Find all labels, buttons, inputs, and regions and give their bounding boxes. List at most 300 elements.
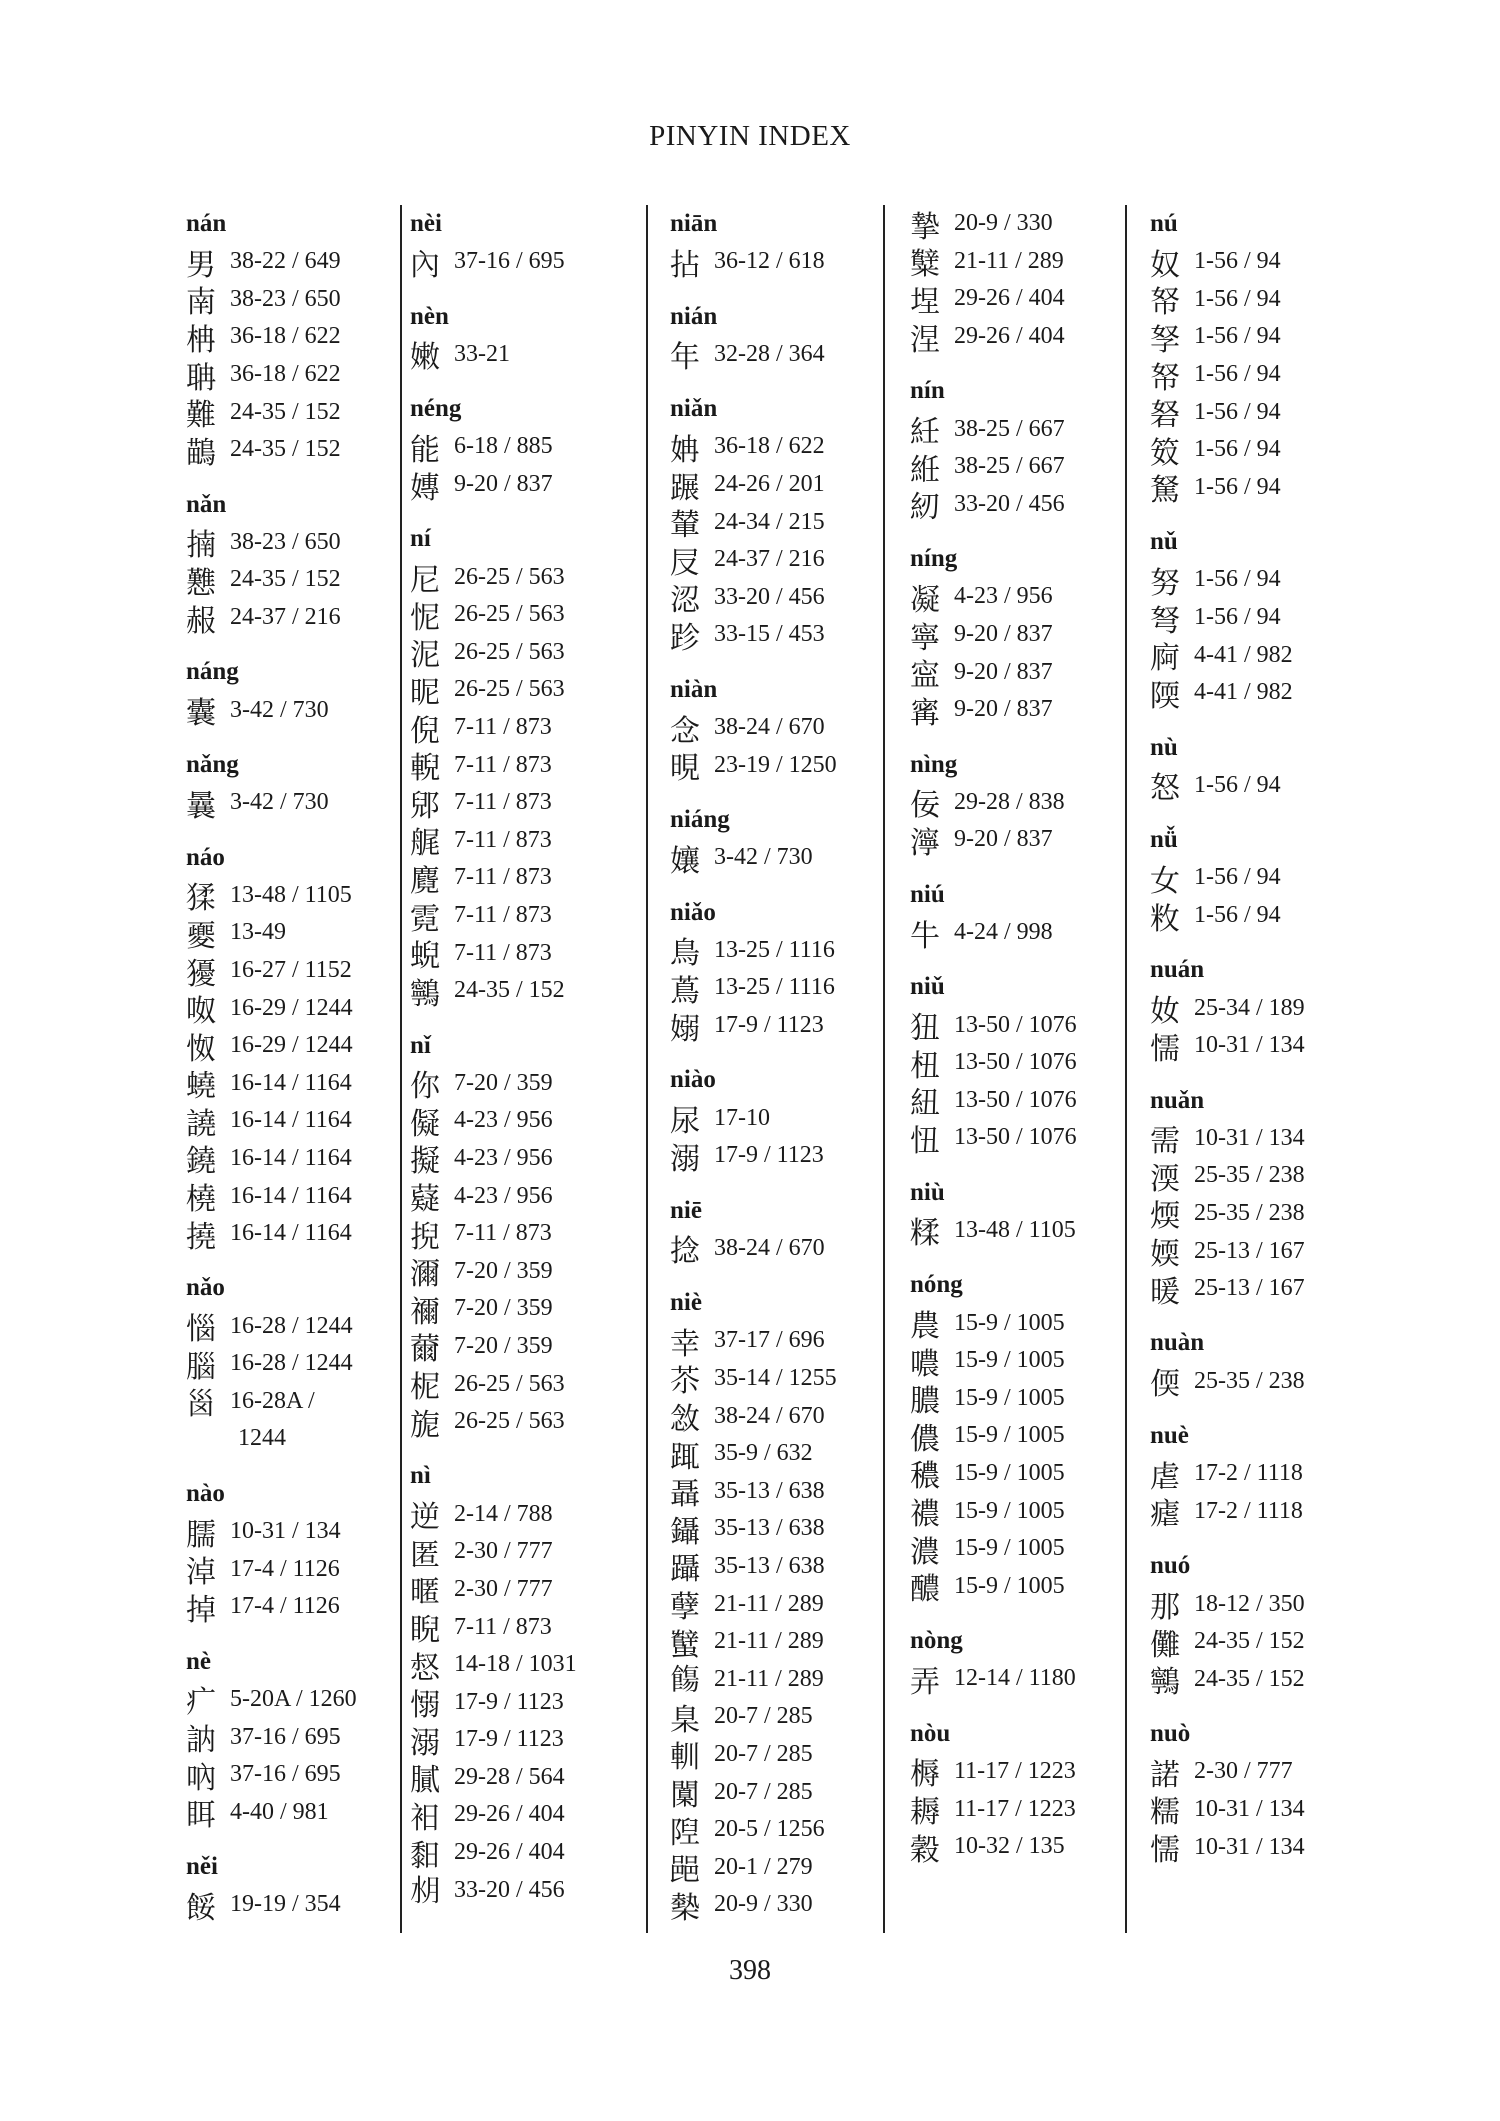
index-entry <box>410 1328 640 1366</box>
index-entry <box>410 634 640 672</box>
pinyin-heading: nèn <box>410 302 449 330</box>
index-entry <box>410 972 640 1010</box>
entry-character: 孽 <box>670 1590 700 1626</box>
entry-character: 糅 <box>910 1216 940 1252</box>
entry-character: 𡿺 <box>186 1387 216 1423</box>
entry-reference: 15-9 / 1005 <box>954 1309 1065 1336</box>
entry-reference: 21-11 / 289 <box>954 247 1064 274</box>
index-entry <box>1150 318 1350 356</box>
entry-character: 儺 <box>1150 1627 1180 1663</box>
pinyin-heading: nǐ <box>410 1031 431 1059</box>
entry-character: 杻 <box>910 1048 940 1084</box>
entry-character: 女 <box>1150 863 1180 899</box>
entry-character: 踂 <box>670 1439 700 1475</box>
pinyin-heading: niǎo <box>670 898 716 926</box>
index-entry <box>186 1681 391 1719</box>
entry-reference: 33-21 <box>454 340 510 367</box>
entry-reference: 1-56 / 94 <box>1194 323 1281 350</box>
entry-reference: 32-28 / 364 <box>714 340 825 367</box>
entry-reference: 26-25 / 563 <box>454 601 565 628</box>
entry-character: 溺 <box>410 1725 440 1761</box>
index-entry <box>186 784 391 822</box>
index-entry <box>670 1435 870 1473</box>
index-entry <box>910 486 1115 524</box>
index-entry <box>410 934 640 975</box>
entry-reference: 23-19 / 1250 <box>714 751 837 778</box>
index-entry <box>186 952 391 990</box>
index-entry <box>186 1215 391 1253</box>
page-title: PINYIN INDEX <box>649 120 851 152</box>
entry-reference: 15-9 / 1005 <box>954 1422 1065 1449</box>
entry-character: 怓 <box>186 1031 216 1067</box>
entry-reference: 15-9 / 1005 <box>954 1384 1065 1411</box>
index-entry <box>910 653 1115 694</box>
entry-reference: 1-56 / 94 <box>1194 398 1281 425</box>
pinyin-heading: náng <box>186 658 239 686</box>
entry-character: 㢌 <box>1150 641 1180 677</box>
entry-reference: 4-24 / 998 <box>954 919 1053 946</box>
pinyin-heading: nào <box>186 1479 225 1507</box>
index-entry <box>670 1230 870 1268</box>
index-entry <box>670 541 870 579</box>
entry-reference: 17-10 <box>714 1104 770 1131</box>
index-column-5 <box>1150 205 1350 1869</box>
entry-reference: 25-34 / 189 <box>1194 994 1305 1021</box>
entry-character: 敜 <box>670 1402 700 1438</box>
pinyin-heading: nìng <box>910 750 958 778</box>
index-entry <box>186 1027 391 1065</box>
entry-character: 摯 <box>910 209 940 245</box>
pinyin-heading: niē <box>670 1196 702 1224</box>
index-entry <box>1150 1585 1350 1626</box>
entry-reference: 38-25 / 667 <box>954 453 1065 480</box>
entry-character: 濘 <box>910 825 940 861</box>
pinyin-heading: néng <box>410 395 462 423</box>
pinyin-heading: něi <box>186 1853 218 1880</box>
entry-reference: 9-20 / 837 <box>954 696 1053 723</box>
entry-character: 敉 <box>1150 901 1180 937</box>
entry-reference: 25-13 / 167 <box>1194 1275 1305 1302</box>
index-entry <box>186 1756 391 1794</box>
entry-character: 內 <box>410 247 440 283</box>
entry-character: 幸 <box>670 1326 700 1362</box>
entry-reference: 20-7 / 285 <box>714 1778 813 1805</box>
entry-reference: 2-30 / 777 <box>454 1538 553 1565</box>
entry-character: 媆 <box>1150 1237 1180 1273</box>
index-entry <box>186 431 391 469</box>
index-entry <box>410 709 640 747</box>
entry-reference: 7-20 / 359 <box>454 1069 553 1096</box>
pinyin-heading: niào <box>670 1066 716 1094</box>
entry-character: 那 <box>1150 1590 1180 1626</box>
pinyin-heading: nù <box>1150 733 1178 761</box>
entry-reference: 1-56 / 94 <box>1194 473 1281 500</box>
entry-reference: 4-40 / 981 <box>230 1798 329 1825</box>
entry-character: 㞋 <box>670 545 700 581</box>
entry-character: 鸋 <box>1150 1665 1180 1701</box>
entry-character: 需 <box>1150 1124 1180 1160</box>
entry-reference: 25-35 / 238 <box>1194 1199 1305 1226</box>
entry-reference: 7-11 / 873 <box>454 1613 552 1640</box>
index-entry <box>186 1383 391 1421</box>
index-entry <box>186 1718 391 1759</box>
entry-character: 蔦 <box>670 973 700 1009</box>
index-entry <box>410 1290 640 1328</box>
entry-reference: 10-31 / 134 <box>1194 1032 1305 1059</box>
entry-reference: 29-28 / 838 <box>954 788 1065 815</box>
index-entry <box>186 599 391 637</box>
entry-character: 餒 <box>186 1890 216 1926</box>
entry-reference: 38-23 / 650 <box>230 528 341 555</box>
index-entry <box>410 596 640 634</box>
entry-reference: 2-30 / 777 <box>1194 1758 1293 1785</box>
entry-character: 禰 <box>410 1294 440 1330</box>
index-entry <box>186 1550 391 1591</box>
entry-character: 陾 <box>1150 678 1180 714</box>
entry-character: 薿 <box>410 1182 440 1218</box>
pinyin-heading: niè <box>670 1289 702 1317</box>
index-entry <box>670 1548 870 1586</box>
pinyin-heading: nì <box>410 1462 431 1490</box>
entry-character: 懦 <box>1150 1031 1180 1067</box>
entry-reference: 10-31 / 134 <box>1194 1833 1305 1860</box>
entry-reference: 16-14 / 1164 <box>230 1069 352 1096</box>
entry-reference: 1-56 / 94 <box>1194 864 1281 891</box>
entry-character: 揇 <box>186 528 216 564</box>
entry-character: 鸋 <box>410 976 440 1012</box>
index-entry <box>910 280 1115 318</box>
entry-character: 昵 <box>410 675 440 711</box>
entry-character: 夒 <box>186 918 216 954</box>
entry-reference: 25-35 / 238 <box>1194 1162 1305 1189</box>
entry-reference: 24-35 / 152 <box>230 566 341 593</box>
entry-reference: 38-24 / 670 <box>714 1402 825 1429</box>
index-entry <box>1150 469 1350 507</box>
entry-character: 霓 <box>410 901 440 937</box>
entry-reference: 3-42 / 730 <box>714 844 813 871</box>
entry-reference: 26-25 / 563 <box>454 1408 565 1435</box>
entry-reference: 29-26 / 404 <box>454 1839 565 1866</box>
index-entry <box>1150 897 1350 935</box>
entry-character: 儗 <box>410 1106 440 1142</box>
entry-character: 凝 <box>910 582 940 618</box>
index-entry <box>1150 1455 1350 1493</box>
entry-character: 猱 <box>186 881 216 917</box>
entry-character: 逆 <box>410 1500 440 1536</box>
index-entry <box>1150 1120 1350 1158</box>
index-entry <box>410 1608 640 1649</box>
index-entry <box>186 356 391 394</box>
entry-reference: 38-22 / 649 <box>230 248 341 275</box>
entry-character: 蹍 <box>670 470 700 506</box>
entry-character: 疒 <box>186 1685 216 1721</box>
entry-character: 㘿 <box>910 284 940 320</box>
entry-reference: 7-20 / 359 <box>454 1295 553 1322</box>
entry-reference: 29-26 / 404 <box>954 323 1065 350</box>
entry-reference: 29-26 / 404 <box>954 285 1065 312</box>
index-entry <box>186 1140 391 1178</box>
index-entry <box>670 1585 870 1626</box>
index-entry <box>1150 599 1350 637</box>
pinyin-heading: nuǎn <box>1150 1086 1205 1114</box>
index-entry <box>670 1007 870 1045</box>
pinyin-heading: niān <box>670 210 718 237</box>
index-entry <box>910 1492 1115 1533</box>
entry-character: 你 <box>410 1069 440 1105</box>
entry-character: 忸 <box>910 1123 940 1159</box>
index-entry <box>670 1736 870 1774</box>
entry-reference: 38-24 / 670 <box>714 714 825 741</box>
index-entry <box>670 616 870 654</box>
index-entry <box>410 897 640 935</box>
pinyin-heading: nòng <box>910 1627 963 1655</box>
index-entry <box>410 1215 640 1253</box>
entry-reference: 1-56 / 94 <box>1194 566 1281 593</box>
index-entry <box>1150 1232 1350 1273</box>
pinyin-heading: nuán <box>1150 956 1205 984</box>
entry-reference: 13-50 / 1076 <box>954 1011 1077 1038</box>
entry-reference: 9-20 / 837 <box>954 658 1053 685</box>
index-entry <box>410 1495 640 1536</box>
index-entry <box>186 877 391 915</box>
entry-reference: 17-9 / 1123 <box>714 1012 824 1039</box>
index-entry <box>410 1140 640 1178</box>
entry-reference: 16-28 / 1244 <box>230 1350 353 1377</box>
index-entry <box>410 1834 640 1872</box>
entry-reference: 35-13 / 638 <box>714 1552 825 1579</box>
entry-character: 赧 <box>186 603 216 639</box>
entry-character: 旎 <box>410 1407 440 1443</box>
entry-reference: 5-20A / 1260 <box>230 1685 357 1712</box>
index-entry <box>410 1533 640 1571</box>
entry-character: 孃 <box>670 843 700 879</box>
entry-reference: 33-20 / 456 <box>714 583 825 610</box>
entry-reference: 7-20 / 359 <box>454 1332 553 1359</box>
entry-character: 懦 <box>1150 1833 1180 1869</box>
entry-reference-continued: 1244 <box>238 1425 286 1452</box>
entry-character: 儂 <box>910 1421 940 1457</box>
entry-reference: 4-41 / 982 <box>1194 641 1293 668</box>
index-entry <box>1150 1660 1350 1701</box>
entry-reference: 33-15 / 453 <box>714 621 825 648</box>
entry-reference: 26-25 / 563 <box>454 638 565 665</box>
index-entry <box>186 243 391 281</box>
entry-reference: 10-31 / 134 <box>1194 1795 1305 1822</box>
entry-character: 溺 <box>670 1141 700 1177</box>
entry-reference: 38-25 / 667 <box>954 415 1065 442</box>
entry-character: 睨 <box>410 1613 440 1649</box>
index-entry <box>186 691 391 732</box>
entry-character: 掉 <box>186 1592 216 1628</box>
index-entry <box>910 1304 1115 1345</box>
entry-reference: 17-2 / 1118 <box>1194 1460 1303 1487</box>
index-entry <box>910 1530 1115 1568</box>
entry-character: 涅 <box>910 322 940 358</box>
entry-reference: 20-7 / 285 <box>714 1740 813 1767</box>
pinyin-heading: níng <box>910 545 958 573</box>
index-entry <box>1150 674 1350 712</box>
index-entry <box>670 1848 870 1889</box>
index-entry <box>186 561 391 599</box>
index-entry <box>670 1773 870 1814</box>
column-divider <box>400 205 402 1933</box>
index-entry <box>410 428 640 466</box>
entry-character: 絍 <box>910 452 940 488</box>
entry-character: 躡 <box>670 1552 700 1588</box>
pinyin-heading: nuàn <box>1150 1329 1205 1357</box>
index-entry <box>910 1006 1115 1047</box>
entry-reference: 37-16 / 695 <box>230 1723 341 1750</box>
index-entry <box>1150 636 1350 677</box>
entry-character: 倪 <box>410 713 440 749</box>
pinyin-heading: niǎn <box>670 395 718 423</box>
entry-character: 捻 <box>670 1234 700 1270</box>
entry-character: 蜺 <box>410 939 440 975</box>
index-entry <box>1150 1270 1350 1308</box>
index-entry <box>670 1698 870 1736</box>
pinyin-heading: nè <box>186 1647 211 1675</box>
index-entry <box>910 1342 1115 1380</box>
entry-reference: 37-17 / 696 <box>714 1327 825 1354</box>
entry-reference: 16-29 / 1244 <box>230 1032 353 1059</box>
entry-reference: 17-2 / 1118 <box>1194 1497 1303 1524</box>
entry-character: 怒 <box>1150 771 1180 807</box>
index-entry <box>410 1365 640 1406</box>
entry-character: 年 <box>670 340 700 376</box>
index-entry <box>410 1871 640 1909</box>
index-entry <box>410 1759 640 1797</box>
entry-reference: 9-20 / 837 <box>954 621 1053 648</box>
index-entry <box>186 1588 391 1626</box>
entry-reference: 16-27 / 1152 <box>230 957 352 984</box>
index-entry <box>186 318 391 356</box>
entry-reference: 13-50 / 1076 <box>954 1049 1077 1076</box>
entry-reference: 7-11 / 873 <box>454 751 552 778</box>
index-column-4 <box>910 205 1115 1868</box>
entry-character: 惄 <box>410 1650 440 1686</box>
index-entry <box>186 1793 391 1834</box>
entry-character: 跈 <box>670 620 700 656</box>
entry-character: 南 <box>186 285 216 321</box>
index-entry <box>670 709 870 747</box>
entry-reference: 15-9 / 1005 <box>954 1347 1065 1374</box>
pinyin-heading: nú <box>1150 210 1178 237</box>
entry-reference: 29-28 / 564 <box>454 1763 565 1790</box>
entry-character: 念 <box>670 713 700 749</box>
entry-reference: 15-9 / 1005 <box>954 1459 1065 1486</box>
pinyin-heading: niù <box>910 1178 945 1206</box>
entry-character: 柟 <box>186 322 216 358</box>
entry-reference: 29-26 / 404 <box>454 1801 565 1828</box>
pinyin-heading: nǎn <box>186 490 227 518</box>
index-entry <box>1150 431 1350 469</box>
entry-character: 暖 <box>1150 1274 1180 1310</box>
entry-character: 蠥 <box>670 1627 700 1663</box>
entry-reference: 4-23 / 956 <box>454 1107 553 1134</box>
entry-character: 暱 <box>410 1575 440 1611</box>
index-entry <box>670 1322 870 1360</box>
entry-reference: 14-18 / 1031 <box>454 1651 577 1678</box>
entry-character: 䣈 <box>670 1853 700 1889</box>
entry-reference: 4-23 / 956 <box>454 1182 553 1209</box>
index-entry <box>1150 1623 1350 1661</box>
entry-reference: 21-11 / 289 <box>714 1665 824 1692</box>
entry-reference: 16-29 / 1244 <box>230 994 353 1021</box>
entry-reference: 24-35 / 152 <box>1194 1628 1305 1655</box>
entry-character: 能 <box>410 432 440 468</box>
entry-character: 槷 <box>670 1890 700 1926</box>
entry-reference: 1-56 / 94 <box>1194 604 1281 631</box>
index-entry <box>1150 243 1350 281</box>
index-entry <box>1150 393 1350 434</box>
entry-reference: 1-56 / 94 <box>1194 361 1281 388</box>
entry-reference: 17-9 / 1123 <box>714 1142 824 1169</box>
index-entry <box>670 1510 870 1548</box>
entry-reference: 10-32 / 135 <box>954 1833 1065 1860</box>
entry-reference: 10-31 / 134 <box>230 1518 341 1545</box>
index-entry <box>1150 767 1350 805</box>
index-entry <box>410 1065 640 1103</box>
entry-reference: 1-56 / 94 <box>1194 248 1281 275</box>
index-entry <box>186 1307 391 1348</box>
index-entry <box>670 1886 870 1924</box>
entry-reference: 35-14 / 1255 <box>714 1364 837 1391</box>
entry-character: 牛 <box>910 918 940 954</box>
index-entry <box>910 1212 1115 1250</box>
index-entry <box>1150 1828 1350 1869</box>
entry-character: 穀 <box>910 1832 940 1868</box>
entry-reference: 12-14 / 1180 <box>954 1665 1076 1692</box>
index-entry <box>910 1455 1115 1493</box>
entry-reference: 35-13 / 638 <box>714 1515 825 1542</box>
index-entry <box>1150 989 1350 1030</box>
index-entry <box>910 243 1115 281</box>
entry-character: 難 <box>186 398 216 434</box>
entry-character: 偄 <box>1150 1367 1180 1403</box>
pinyin-heading: niú <box>910 880 945 908</box>
entry-character: 糯 <box>1150 1795 1180 1831</box>
index-entry <box>910 1044 1115 1082</box>
index-entry <box>1150 1791 1350 1829</box>
entry-reference: 4-23 / 956 <box>954 583 1053 610</box>
entry-reference: 15-9 / 1005 <box>954 1497 1065 1524</box>
entry-reference: 7-11 / 873 <box>454 789 552 816</box>
index-column-1 <box>186 205 391 1924</box>
index-entry <box>410 859 640 897</box>
entry-character: 拈 <box>670 247 700 283</box>
entry-character: 駑 <box>1150 473 1180 509</box>
pinyin-heading: ní <box>410 525 431 553</box>
index-entry <box>1150 561 1350 599</box>
entry-character: 鳥 <box>670 936 700 972</box>
index-entry <box>1150 1195 1350 1233</box>
index-entry <box>186 1345 391 1383</box>
column-divider <box>646 205 648 1933</box>
entry-reference: 20-7 / 285 <box>714 1703 813 1730</box>
entry-character: 掜 <box>410 1219 440 1255</box>
entry-reference: 16-28A / <box>230 1387 315 1414</box>
entry-character: 濃 <box>910 1534 940 1570</box>
entry-reference: 11-17 / 1223 <box>954 1795 1076 1822</box>
entry-character: 農 <box>910 1309 940 1345</box>
index-entry <box>1150 281 1350 319</box>
entry-character: 糱 <box>910 247 940 283</box>
entry-reference: 3-42 / 730 <box>230 696 329 723</box>
index-entry <box>910 821 1115 859</box>
entry-character: 努 <box>1150 565 1180 601</box>
index-entry <box>1150 1493 1350 1531</box>
entry-reference: 26-25 / 563 <box>454 563 565 590</box>
